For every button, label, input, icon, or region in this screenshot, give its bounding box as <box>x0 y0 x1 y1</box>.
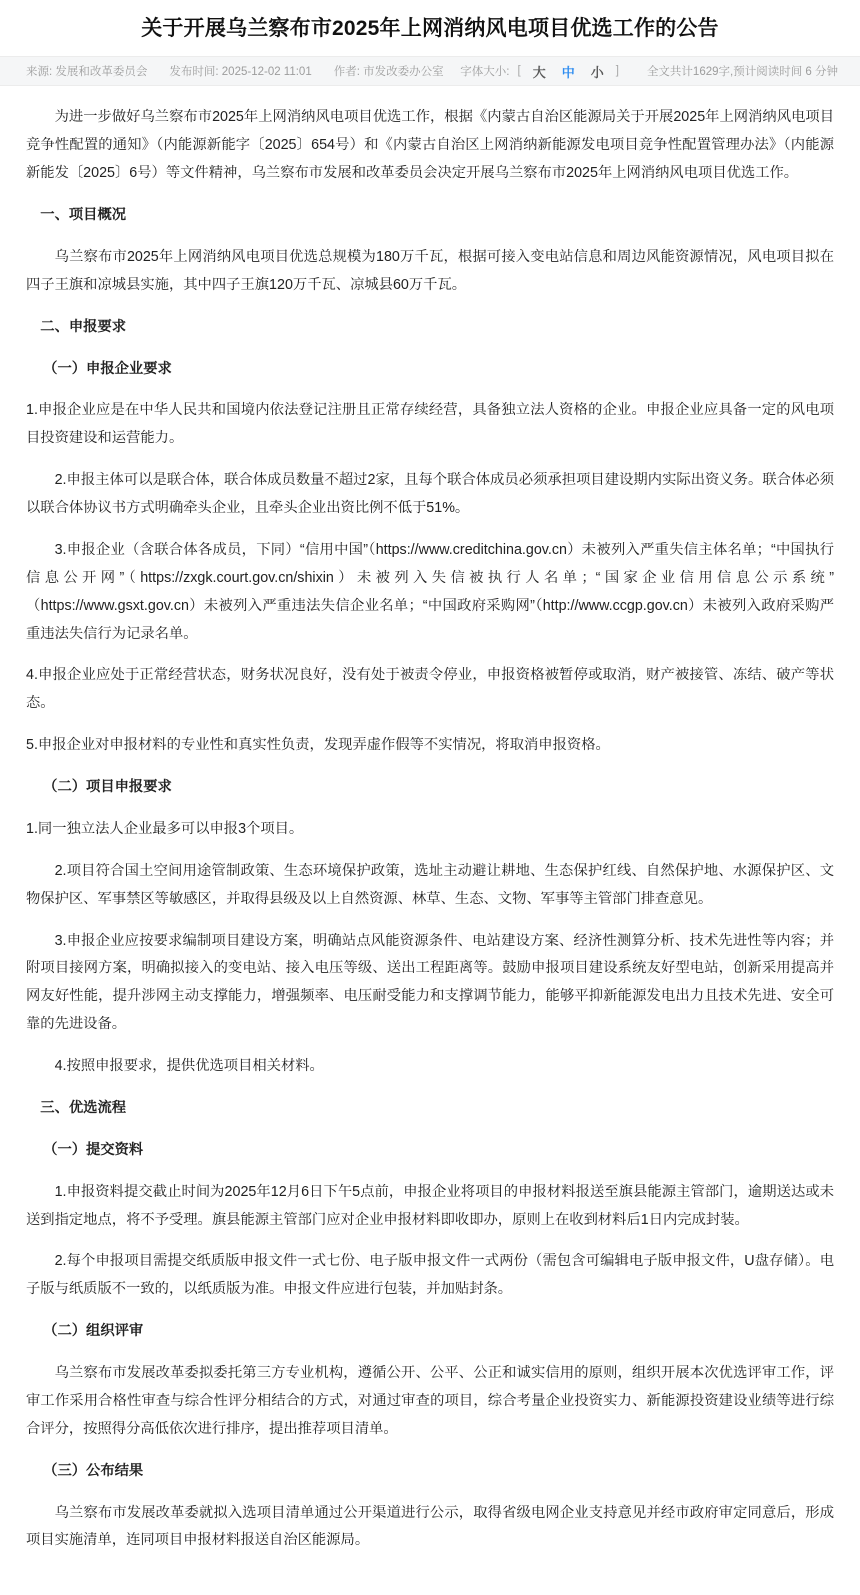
article-body <box>0 86 860 1595</box>
paragraph-intro: 为进一步做好乌兰察布市2025年上网消纳风电项目优选工作，根据《内蒙古自治区能源局关于开展2025年上网消纳风电项目竞争性配置的通知》（内能源新能字〔2025〕654号）和《内蒙古自治区上网消纳新能源发电项目竞争性配置管理办法》（内能源新能发〔2025〕6号）等文件精神，乌兰察布市发展和改革委员会决定开展乌兰察布市2025年上网消纳风电项目优选工作。 <box>26 109 834 182</box>
paragraph-sec2-sub1-item5: 5.申报企业对申报材料的专业性和真实性负责，发现弄虚作假等不实情况，将取消申报资格。 <box>26 737 610 754</box>
meta-source: 来源: 发展和改革委员会 <box>26 66 148 79</box>
font-size-large-button[interactable]: 大 <box>532 64 546 80</box>
heading-section-1: 一、项目概况 <box>40 207 127 224</box>
heading-section-3: 三、优选流程 <box>40 1099 127 1116</box>
paragraph-sec3-sub1-item2: 2.每个申报项目需提交纸质版申报文件一式七份、电子版申报文件一式两份（需包含可编辑电子版申报文件，U盘存储）。电子版与纸质版不一致的，以纸质版为准。申报文件应进行包装，并加贴封条。 <box>26 1253 834 1298</box>
paragraph-sec3-sub1-item1: 1.申报资料提交截止时间为2025年12月6日下午5点前，申报企业将项目的申报材料报送至旗县能源主管部门，逾期送达或未送到指定地点，将不予受理。旗县能源主管部门应对企业申报材料即收即办，原则上在收到材料后1日内完成封装。 <box>26 1183 834 1228</box>
title-section <box>0 0 860 56</box>
paragraph-sec2-sub1-item1: 1.申报企业应是在中华人民共和国境内依法登记注册且正常存续经营，具备独立法人资格的企业。申报企业应具备一定的风电项目投资建设和运营能力。 <box>26 402 834 447</box>
page-title: 关于开展乌兰察布市2025年上网消纳风电项目优选工作的公告 <box>141 17 719 40</box>
document-meta-bar <box>0 56 860 86</box>
heading-section-3-sub-3: （三）公布结果 <box>43 1462 144 1479</box>
paragraph-sec3-sub3-p1: 乌兰察布市发展改革委就拟入选项目清单通过公开渠道进行公示，取得省级电网企业支持意见并经市政府审定同意后，形成项目实施清单，连同项目申报材料报送自治区能源局。 <box>26 1504 834 1549</box>
font-size-label: 字体大小: <box>460 66 510 79</box>
heading-section-3-sub-1: （一）提交资料 <box>43 1141 144 1158</box>
meta-right-group <box>460 62 838 81</box>
bracket-open: [ <box>517 65 521 78</box>
paragraph-sec2-sub1-item3: 3.申报企业（含联合体各成员，下同）“信用中国”（https://www.creditchina.gov.cn）未被列入严重失信主体名单；“中国执行信息公开网”（https://zxgk.court.gov.cn/shixin）未被列入失信被执行人名单；“国家企业信用信息公示系统”（https://www.gsxt.gov.cn）未被列入严重违法失信企业名单；“中国政府采购网”（http://www.ccgp.gov.cn）未被列入政府采购严重违法失信行为记录名单。 <box>26 541 834 642</box>
paragraph-sec2-sub2-item2: 2.项目符合国土空间用途管制政策、生态环境保护政策，选址主动避让耕地、生态保护红线、自然保护地、水源保护区、文物保护区、军事禁区等敏感区，并取得县级及以上自然资源、林草、生态、文物、军事等主管部门排查意见。 <box>26 862 834 907</box>
meta-publish-time: 发布时间: 2025-12-02 11:01 <box>169 66 312 79</box>
bracket-close: ] <box>615 65 619 78</box>
heading-section-2-sub-2: （二）项目申报要求 <box>43 779 172 796</box>
heading-section-3-sub-2: （二）组织评审 <box>43 1323 144 1340</box>
heading-section-2-sub-1: （一）申报企业要求 <box>43 360 172 377</box>
reading-stats: 全文共计1629字,预计阅读时间 6 分钟 <box>646 66 838 79</box>
meta-author: 作者: 市发改委办公室 <box>333 66 444 79</box>
font-size-small-button[interactable]: 小 <box>590 64 604 80</box>
paragraph-sec2-sub1-item2: 2.申报主体可以是联合体，联合体成员数量不超过2家，且每个联合体成员必须承担项目建设期内实际出资义务。联合体必须以联合体协议书方式明确牵头企业，且牵头企业出资比例不低于51%。 <box>26 472 834 517</box>
paragraph-sec2-sub1-item4: 4.申报企业应处于正常经营状态，财务状况良好，没有处于被责令停业，申报资格被暂停或取消，财产被接管、冻结、破产等状态。 <box>26 667 834 712</box>
paragraph-sec1-p1: 乌兰察布市2025年上网消纳风电项目优选总规模为180万千瓦，根据可接入变电站信息和周边风能资源情况，风电项目拟在四子王旗和凉城县实施，其中四子王旗120万千瓦、凉城县60万千瓦。 <box>26 248 834 293</box>
paragraph-sec2-sub2-item3: 3.申报企业应按要求编制项目建设方案，明确站点风能资源条件、电站建设方案、经济性测算分析、技术先进性等内容；并附项目接网方案，明确拟接入的变电站、接入电压等级、送出工程距离等。鼓励申报项目建设系统友好型电站，创新采用提高并网友好性能，提升涉网主动支撑能力，增强频率、电压耐受能力和支撑调节能力，能够平抑新能源发电出力且技术先进、安全可靠的先进设备。 <box>26 932 834 1033</box>
paragraph-sec2-sub2-item4: 4.按照申报要求，提供优选项目相关材料。 <box>54 1058 324 1075</box>
paragraph-sec3-sub2-p1: 乌兰察布市发展改革委拟委托第三方专业机构，遵循公开、公平、公正和诚实信用的原则，组织开展本次优选评审工作，评审工作采用合格性审查与综合性评分相结合的方式，对通过审查的项目，综合考量企业投资实力、新能源投资建设业绩等进行综合评分，按照得分高低依次进行排序，提出推荐项目清单。 <box>26 1365 834 1437</box>
paragraph-sec2-sub2-item1: 1.同一独立法人企业最多可以申报3个项目。 <box>26 820 304 837</box>
font-size-medium-button[interactable]: 中 <box>561 64 575 80</box>
meta-left-group <box>26 63 444 79</box>
font-size-selector <box>460 62 621 81</box>
heading-section-2: 二、申报要求 <box>40 318 127 335</box>
